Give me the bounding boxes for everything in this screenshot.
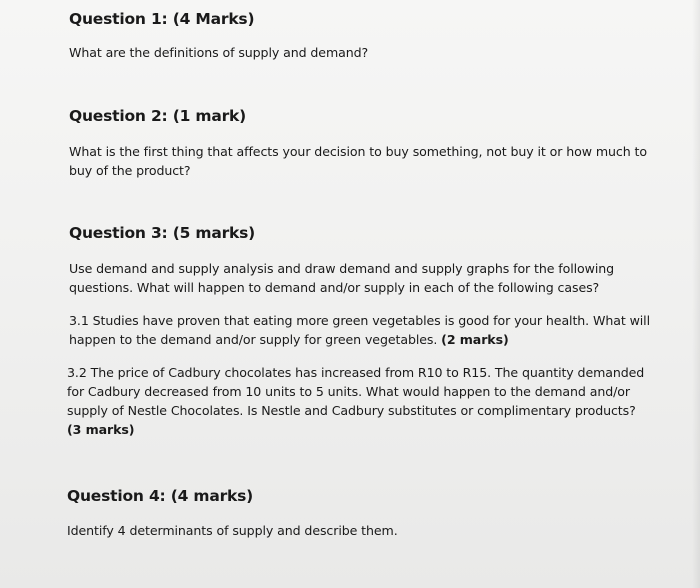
question-2-text: What is the first thing that affects your decision to buy something, not buy it or how much to buy of the product? bbox=[69, 144, 647, 178]
question-4-heading: Question 4: (4 marks) bbox=[67, 487, 254, 505]
question-3-2-text bbox=[67, 363, 661, 439]
question-2-heading: Question 2: (1 mark) bbox=[69, 107, 247, 125]
question-3-1-body: 3.1 Studies have proven that eating more green vegetables is good for your health. What will happen to the demand and/or supply for green vegetables. bbox=[69, 313, 650, 347]
question-3-1-marks: (2 marks) bbox=[441, 332, 509, 347]
question-3-1-text bbox=[69, 311, 661, 349]
question-3-heading: Question 3: (5 marks) bbox=[69, 224, 256, 242]
question-1-heading: Question 1: (4 Marks) bbox=[69, 10, 255, 28]
question-4-text: Identify 4 determinants of supply and describe them. bbox=[67, 523, 398, 538]
question-3-2-marks: (3 marks) bbox=[67, 422, 135, 437]
question-3-intro: Use demand and supply analysis and draw demand and supply graphs for the following questions. What will happen to demand and/or supply in each of the following cases? bbox=[69, 261, 615, 295]
question-3-2-body: 3.2 The price of Cadbury chocolates has increased from R10 to R15. The quantity demanded for Cadbury decreased from 10 units to 5 units. What would happen to the demand and/or supply of Nestle Chocolates. Is Nestle and Cadbury substitutes or complimentary products? bbox=[67, 365, 645, 418]
question-1-text: What are the definitions of supply and demand? bbox=[69, 45, 369, 60]
page-edge-shadow bbox=[692, 0, 700, 588]
